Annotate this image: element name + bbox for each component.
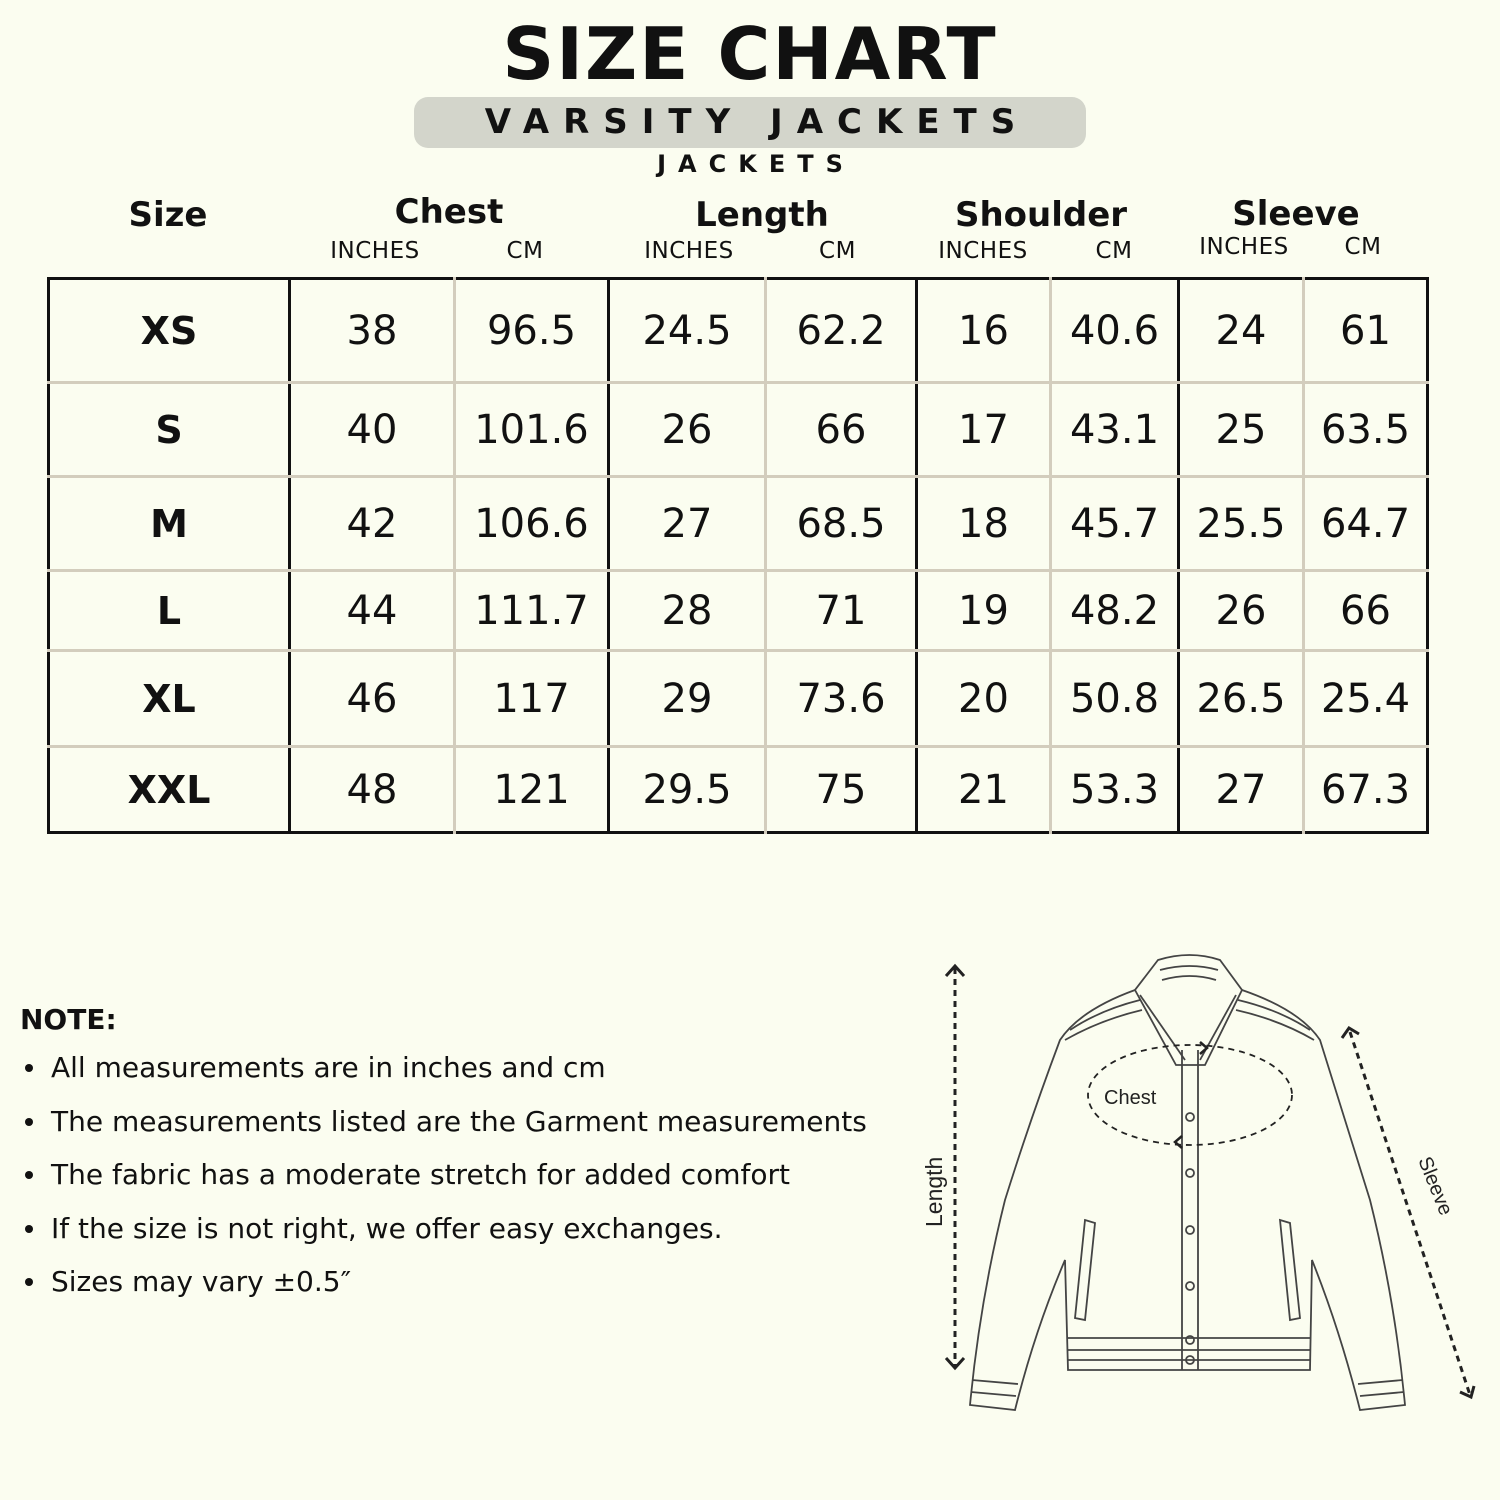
value-cell: 73.6 — [766, 651, 917, 747]
button-icon — [1186, 1113, 1194, 1121]
list-item: The fabric has a moderate stretch for added comfort — [20, 1153, 867, 1207]
unit-chest-cm: CM — [506, 238, 544, 264]
sleeve-arrow — [1350, 1032, 1470, 1395]
value-cell: 24 — [1179, 279, 1304, 383]
notes-list — [20, 1046, 867, 1314]
value-cell: 26.5 — [1179, 651, 1304, 747]
unit-length-cm: CM — [819, 238, 856, 264]
jacket-body — [970, 990, 1405, 1410]
table-row — [49, 571, 1428, 651]
value-cell: 44 — [290, 571, 455, 651]
value-cell: 63.5 — [1304, 383, 1428, 477]
header-chest: Chest — [394, 192, 504, 232]
size-cell: XXL — [49, 747, 290, 833]
size-cell: XL — [49, 651, 290, 747]
header-sleeve: Sleeve — [1232, 194, 1360, 234]
value-cell: 75 — [766, 747, 917, 833]
value-cell: 17 — [917, 383, 1051, 477]
value-cell: 62.2 — [766, 279, 917, 383]
size-cell: L — [49, 571, 290, 651]
value-cell: 25.4 — [1304, 651, 1428, 747]
value-cell: 53.3 — [1051, 747, 1179, 833]
size-cell: XS — [49, 279, 290, 383]
length-label: Length — [921, 1156, 947, 1227]
button-icon — [1186, 1282, 1194, 1290]
value-cell: 28 — [609, 571, 766, 651]
value-cell: 25.5 — [1179, 477, 1304, 571]
size-cell: M — [49, 477, 290, 571]
value-cell: 21 — [917, 747, 1051, 833]
unit-sleeve-inches: INCHES — [1199, 234, 1289, 260]
value-cell: 40.6 — [1051, 279, 1179, 383]
button-icon — [1186, 1226, 1194, 1234]
value-cell: 96.5 — [455, 279, 609, 383]
value-cell: 26 — [609, 383, 766, 477]
value-cell: 27 — [609, 477, 766, 571]
value-cell: 43.1 — [1051, 383, 1179, 477]
chest-label: Chest — [1104, 1087, 1157, 1109]
value-cell: 29.5 — [609, 747, 766, 833]
value-cell: 67.3 — [1320, 766, 1411, 813]
value-cell: 50.8 — [1051, 651, 1179, 747]
value-cell: 66 — [766, 383, 917, 477]
header-length: Length — [695, 195, 829, 235]
button-icon — [1186, 1169, 1194, 1177]
value-cell: 121 — [455, 747, 609, 833]
value-cell: 68.5 — [766, 477, 917, 571]
table-row — [49, 651, 1428, 747]
notes-title: NOTE: — [20, 1003, 117, 1036]
value-cell: 26 — [1179, 571, 1304, 651]
table-row — [49, 383, 1428, 477]
value-cell: 66 — [1304, 571, 1428, 651]
value-cell: 40 — [290, 383, 455, 477]
subtitle: VARSITY JACKETS — [484, 102, 1030, 142]
value-cell: 42 — [290, 477, 455, 571]
jacket-diagram — [900, 940, 1480, 1440]
value-cell: 48.2 — [1051, 571, 1179, 651]
sub-subtitle: JACKETS — [657, 150, 855, 178]
unit-shoulder-inches: INCHES — [938, 238, 1028, 264]
table-row — [49, 747, 1428, 833]
sleeve-label: Sleeve — [1413, 1153, 1457, 1219]
unit-length-inches: INCHES — [644, 238, 734, 264]
value-cell: 29 — [609, 651, 766, 747]
unit-sleeve-cm: CM — [1344, 234, 1382, 260]
value-cell: 20 — [917, 651, 1051, 747]
value-cell: 19 — [917, 571, 1051, 651]
table-row — [49, 279, 1428, 383]
value-cell: 16 — [917, 279, 1051, 383]
header-shoulder: Shoulder — [954, 195, 1128, 235]
list-item: The measurements listed are the Garment measurements — [20, 1100, 867, 1154]
value-cell: 24.5 — [609, 279, 766, 383]
value-cell: 117 — [455, 651, 609, 747]
value-cell: 64.7 — [1304, 477, 1428, 571]
page-title: SIZE CHART — [502, 12, 998, 96]
size-table — [47, 277, 1429, 834]
value-cell: 27 — [1179, 747, 1304, 833]
value-cell: 25 — [1179, 383, 1304, 477]
value-cell: 101.6 — [455, 383, 609, 477]
size-cell: S — [49, 383, 290, 477]
value-cell: 45.7 — [1051, 477, 1179, 571]
list-item: Sizes may vary ±0.5″ — [20, 1260, 867, 1314]
list-item: All measurements are in inches and cm — [20, 1046, 867, 1100]
value-cell: 18 — [917, 477, 1051, 571]
value-cell: 46 — [290, 651, 455, 747]
unit-shoulder-cm: CM — [1095, 238, 1133, 264]
list-item: If the size is not right, we offer easy exchanges. — [20, 1207, 867, 1261]
value-cell: 61 — [1304, 279, 1428, 383]
unit-chest-inches: INCHES — [330, 238, 420, 264]
value-cell: 106.6 — [455, 477, 609, 571]
header-size: Size — [128, 195, 208, 235]
value-cell: 48 — [290, 747, 455, 833]
value-cell: 38 — [290, 279, 455, 383]
table-row — [49, 477, 1428, 571]
value-cell: 71 — [766, 571, 917, 651]
value-cell: 111.7 — [455, 571, 609, 651]
